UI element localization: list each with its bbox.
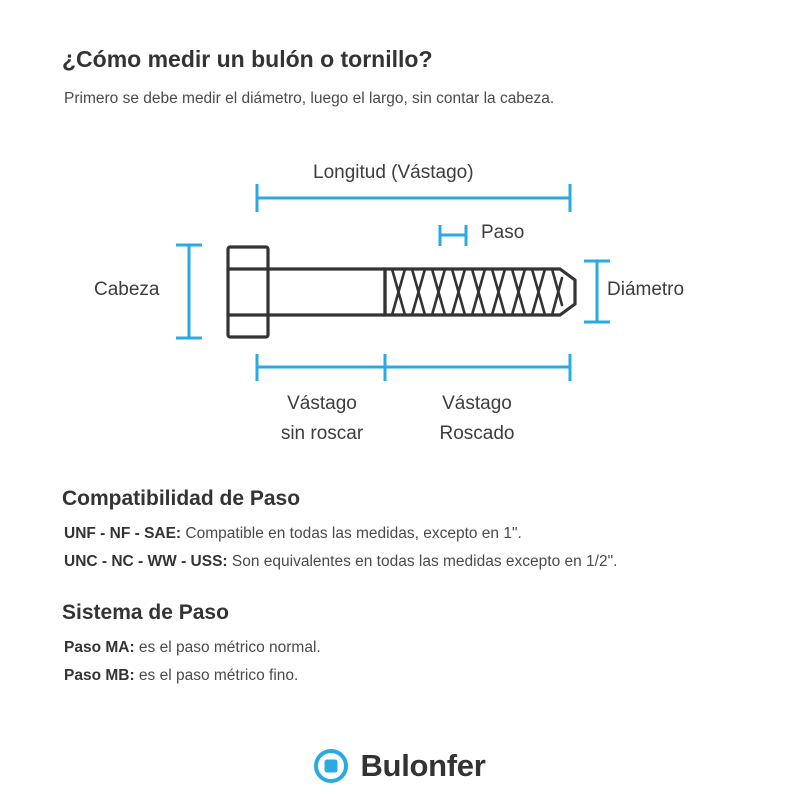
bolt-measurement-diagram xyxy=(0,140,800,480)
label-unthreaded-shank-line2: sin roscar xyxy=(280,423,364,444)
head-dimension-line xyxy=(176,245,202,338)
label-diameter: Diámetro xyxy=(607,279,685,300)
label-pitch: Paso xyxy=(481,222,525,243)
section-line-text: es el paso métrico fino. xyxy=(134,667,299,684)
pitch-dimension-line xyxy=(440,225,466,246)
section-line xyxy=(64,525,522,543)
page-title: ¿Cómo medir un bulón o tornillo? xyxy=(62,46,433,72)
brand-logo xyxy=(0,742,800,790)
section-line-term: Paso MB: xyxy=(64,667,135,684)
section-line xyxy=(64,639,321,657)
bulonfer-mark-icon xyxy=(314,749,348,783)
thread-lines xyxy=(392,269,562,315)
section-line-text: es el paso métrico normal. xyxy=(134,639,321,656)
bolt-illustration xyxy=(228,247,575,337)
label-threaded-shank-line1: Vástago xyxy=(442,393,512,414)
section-heading-compatibility: Compatibilidad de Paso xyxy=(62,487,301,510)
section-line-term: Paso MA: xyxy=(64,639,135,656)
section-line xyxy=(64,667,298,685)
section-line-term: UNF - NF - SAE: xyxy=(64,525,182,542)
section-heading-pitch-system: Sistema de Paso xyxy=(62,601,229,624)
section-line-text: Compatible en todas las medidas, excepto en 1". xyxy=(181,525,522,542)
brand-name: Bulonfer xyxy=(360,748,486,783)
label-length: Longitud (Vástago) xyxy=(313,162,474,183)
label-unthreaded-shank-line1: Vástago xyxy=(287,393,357,414)
section-line-term: UNC - NC - WW - USS: xyxy=(64,553,228,570)
page-subtitle: Primero se debe medir el diámetro, luego el largo, sin contar la cabeza. xyxy=(64,90,555,107)
bolt-diagram-svg xyxy=(0,140,800,480)
label-threaded-shank-line2: Roscado xyxy=(439,423,515,444)
section-line xyxy=(64,553,617,571)
section-line-text: Son equivalentes en todas las medidas excepto en 1/2". xyxy=(227,553,618,570)
label-head: Cabeza xyxy=(94,279,160,300)
length-dimension-line xyxy=(257,184,570,212)
shank-segments-dimension-line xyxy=(257,354,570,381)
